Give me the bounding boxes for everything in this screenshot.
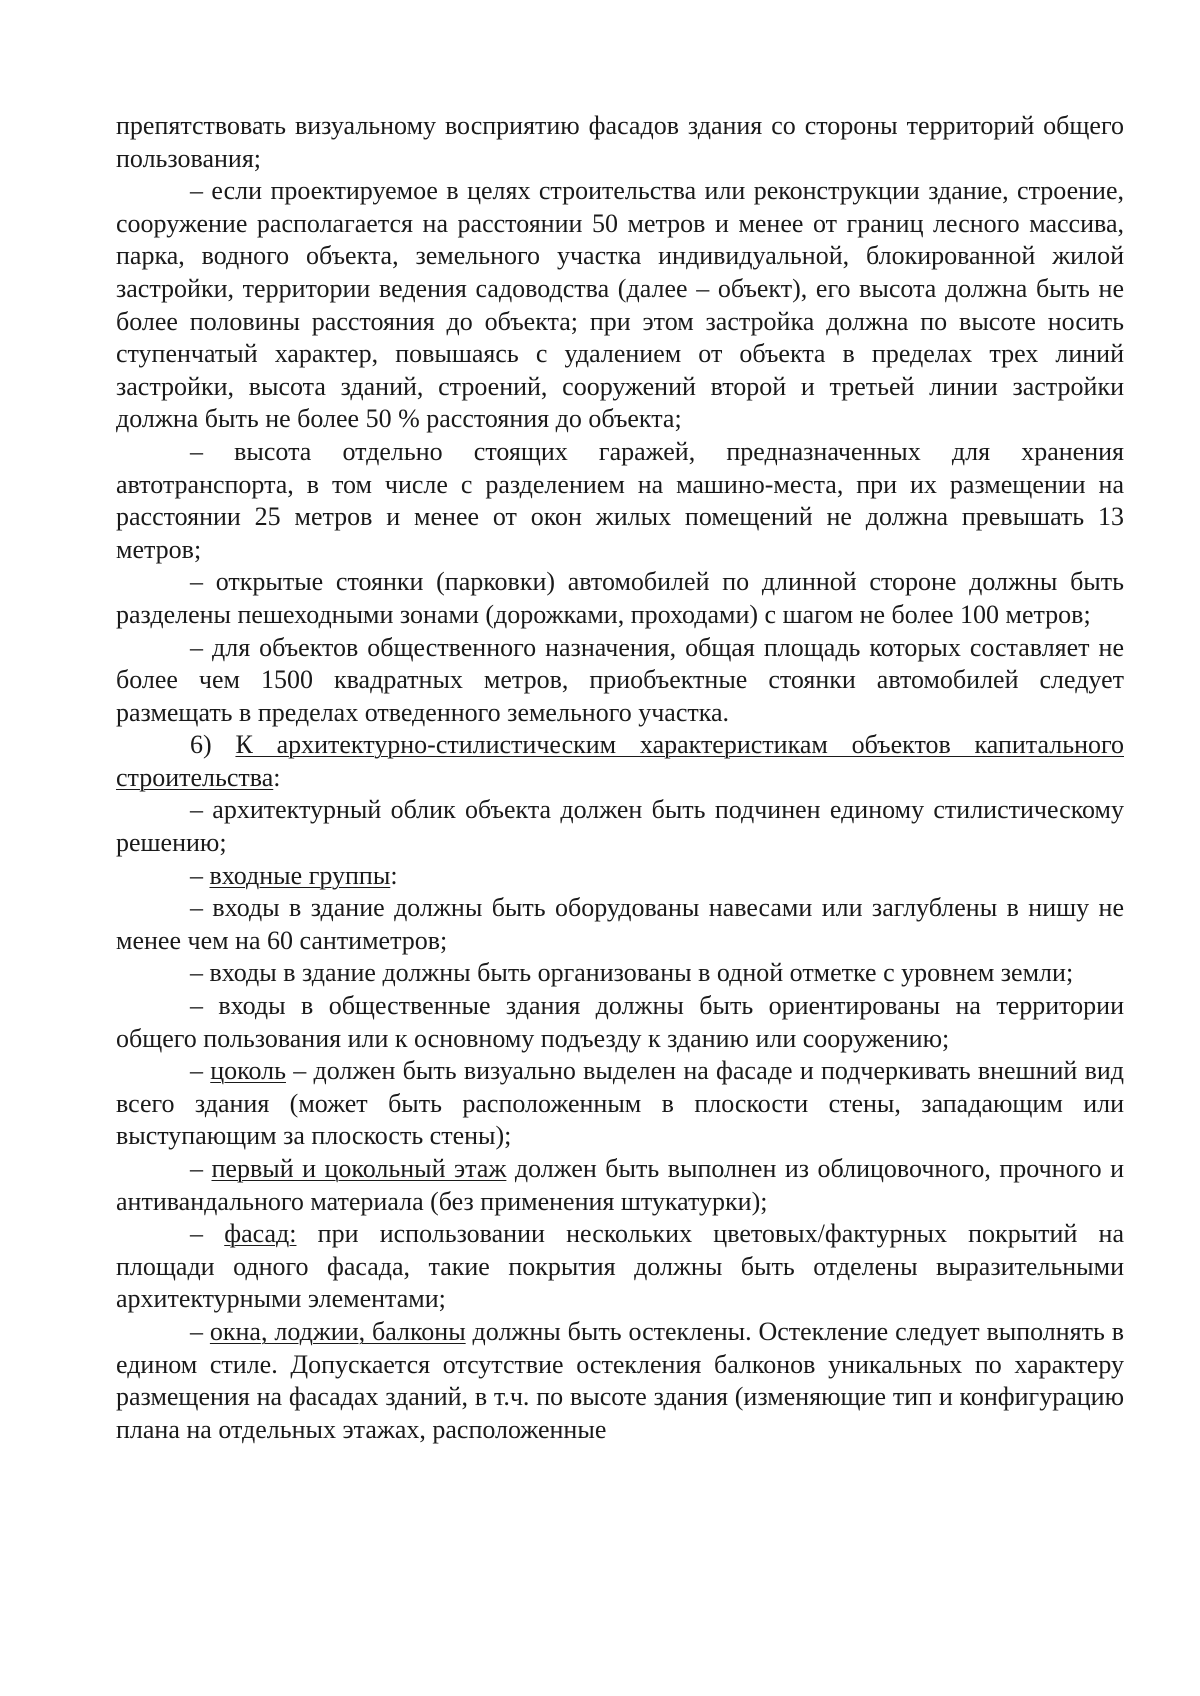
paragraph-text: – архитектурный облик объекта должен быть подчинен единому стилистическому решению; bbox=[116, 795, 1124, 858]
paragraph bbox=[116, 110, 1124, 175]
paragraph-text: – должен быть визуально выделен на фасаде и подчеркивать внешний вид всего здания (может быть расположенным в плоскости стены, западающим или выступающим за плоскость стены); bbox=[116, 1056, 1124, 1151]
paragraph-text: – высота отдельно стоящих гаражей, предназначенных для хранения автотранспорта, в том числе с разделением на машино-места, при их размещении на расстоянии 25 метров и менее от окон жилых помещений не должна превышать 13 метров; bbox=[116, 436, 1124, 564]
paragraph-text: препятствовать визуальному восприятию фасадов здания со стороны территорий общего пользования; bbox=[116, 111, 1124, 173]
underlined-term: входные группы bbox=[209, 860, 391, 890]
paragraph bbox=[116, 990, 1124, 1055]
paragraph bbox=[116, 1218, 1124, 1316]
underlined-term: К архитектурно-стилистическим характеристикам объектов капитального строительства bbox=[116, 730, 1124, 792]
paragraph-text: – открытые стоянки (парковки) автомобилей по длинной стороне должны быть разделены пешеходными зонами (дорожками, проходами) с шагом не более 100 метров; bbox=[116, 567, 1124, 629]
paragraph-text: – bbox=[190, 860, 210, 890]
paragraph bbox=[116, 794, 1124, 859]
document-page bbox=[116, 110, 1124, 1446]
underlined-term: первый и цокольный этаж bbox=[211, 1154, 507, 1183]
paragraph-text: 6) bbox=[190, 730, 236, 760]
underlined-term: фасад: bbox=[224, 1219, 297, 1249]
underlined-term: окна, лоджии, балконы bbox=[209, 1316, 466, 1346]
paragraph bbox=[116, 860, 1124, 893]
paragraph-text: – входы в здание должны быть организованы в одной отметке с уровнем земли; bbox=[190, 958, 1074, 988]
paragraph bbox=[116, 1316, 1124, 1446]
paragraph bbox=[116, 729, 1124, 794]
paragraph-text: – bbox=[190, 1316, 210, 1346]
paragraph-text: – bbox=[190, 1056, 211, 1086]
paragraph bbox=[116, 566, 1124, 631]
paragraph-text: : bbox=[390, 860, 398, 890]
paragraph bbox=[116, 632, 1124, 730]
paragraph-text: : bbox=[273, 762, 281, 792]
paragraph bbox=[116, 892, 1124, 957]
paragraph-text: – bbox=[190, 1219, 225, 1249]
paragraph bbox=[116, 436, 1124, 566]
paragraph-text: – для объектов общественного назначения, общая площадь которых составляет не более чем 1500 квадратных метров, приобъектные стоянки автомобилей следует размещать в пределах отведенного земельного участка. bbox=[116, 632, 1124, 727]
paragraph-text: должен быть выполнен из облицовочного, прочного и антивандального материала (без применения штукатурки); bbox=[116, 1154, 1125, 1216]
paragraph-text: – входы в здание должны быть оборудованы навесами или заглублены в нишу не менее чем на 60 сантиметров; bbox=[116, 893, 1124, 955]
paragraph bbox=[116, 957, 1124, 990]
paragraph-text: при использовании нескольких цветовых/фактурных покрытий на площади одного фасада, такие покрытия должны быть отделены выразительными архитектурными элементами; bbox=[116, 1219, 1125, 1314]
paragraph-text: – bbox=[190, 1154, 212, 1183]
paragraph-text: должны быть остеклены. Остекление следует выполнять в едином стиле. Допускается отсутствие остекления балконов уникальных по характеру размещения на фасадах зданий, в т.ч. по высоте здания (изменяющие тип и конфигурацию плана на отдельных этажах, расположенные bbox=[116, 1316, 1125, 1444]
underlined-term: цоколь bbox=[210, 1056, 286, 1086]
paragraph bbox=[116, 1153, 1124, 1218]
paragraph bbox=[116, 1055, 1124, 1153]
paragraph-text: – входы в общественные здания должны быть ориентированы на территории общего пользования или к основному подъезду к зданию или сооружению; bbox=[116, 991, 1124, 1053]
paragraph-text: – если проектируемое в целях строительства или реконструкции здание, строение, сооружение располагается на расстоянии 50 метров и менее от границ лесного массива, парка, водного объекта, земельного участка индивидуальной, блокированной жилой застройки, территории ведения садоводства (далее – объект), его высота должна быть не более половины расстояния до объекта; при этом застройка должна по высоте носить ступенчатый характер, повышаясь с удалением от объекта в пределах трех линий застройки, высота зданий, строений, сооружений второй и третьей линии застройки должна быть не более 50 % расстояния до объекта; bbox=[116, 176, 1124, 434]
paragraph bbox=[116, 175, 1124, 436]
